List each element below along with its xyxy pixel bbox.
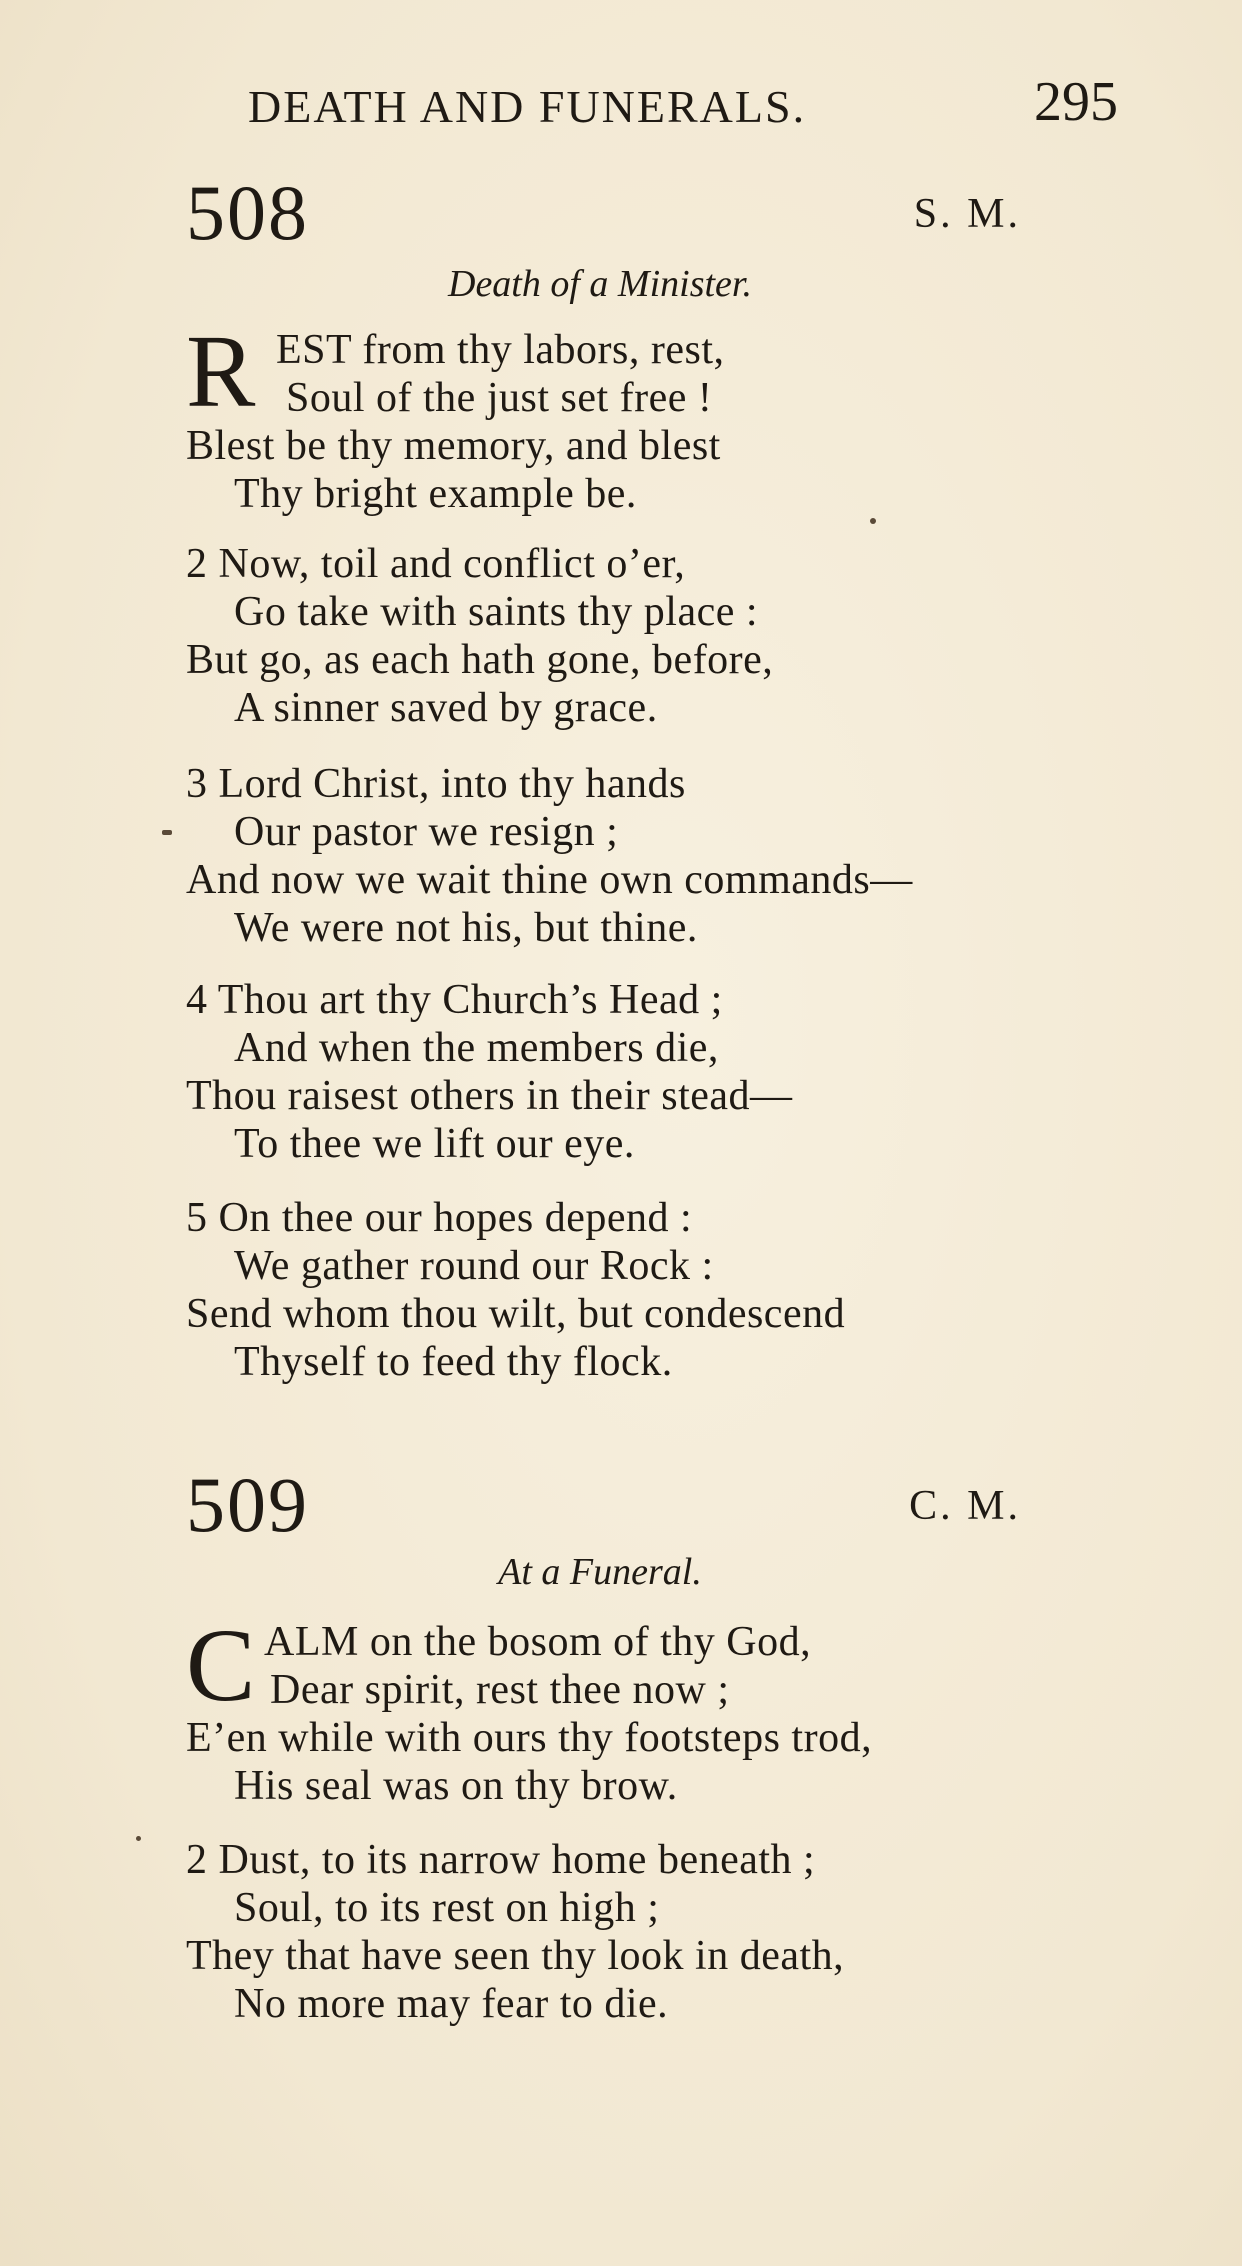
verse-line: 3 Lord Christ, into thy hands <box>186 761 686 807</box>
verse-line: His seal was on thy brow. <box>234 1763 678 1809</box>
verse-line: To thee we lift our eye. <box>234 1121 635 1167</box>
verse-line: Send whom thou wilt, but condescend <box>186 1291 846 1337</box>
verse-line: Dear spirit, rest thee now ; <box>270 1667 730 1713</box>
hymn-number: 508 <box>186 169 309 256</box>
verse-line: Go take with saints thy place : <box>234 589 759 635</box>
verse-line: We were not his, but thine. <box>234 905 698 951</box>
verse-line: Soul of the just set free ! <box>286 375 713 421</box>
verse-line: 2 Now, toil and conflict o’er, <box>186 541 686 587</box>
hymn-subtitle: At a Funeral. <box>498 1551 702 1593</box>
verse-line: 5 On thee our hopes depend : <box>186 1195 693 1241</box>
drop-cap: C <box>186 1608 256 1723</box>
drop-cap: R <box>186 314 256 429</box>
verse-line: E’en while with ours thy footsteps trod, <box>186 1715 873 1761</box>
verse-line: They that have seen thy look in death, <box>186 1933 845 1979</box>
verse-line: And when the members die, <box>234 1025 719 1071</box>
hymn-number: 509 <box>186 1461 309 1548</box>
verse-line: 4 Thou art thy Church’s Head ; <box>186 977 723 1023</box>
verse-line: And now we wait thine own commands— <box>186 857 913 903</box>
ink-speck <box>162 830 172 835</box>
verse-line: Thou raisest others in their stead— <box>186 1073 793 1119</box>
running-head <box>248 70 1118 140</box>
verse-line: Our pastor we resign ; <box>234 809 619 855</box>
hymn-508-header <box>186 168 1021 258</box>
hymn-meter: S. M. <box>913 191 1021 237</box>
verse-line: 2 Dust, to its narrow home beneath ; <box>186 1837 816 1883</box>
verse-line: Soul, to its rest on high ; <box>234 1885 660 1931</box>
hymn-subtitle: Death of a Minister. <box>448 263 752 305</box>
hymn-509-header <box>186 1460 1021 1550</box>
verse-line: ALM on the bosom of thy God, <box>264 1619 812 1665</box>
verse-line: Blest be thy memory, and blest <box>186 423 721 469</box>
verse-line: Thyself to feed thy flock. <box>234 1339 673 1385</box>
verse-line: A sinner saved by grace. <box>234 685 658 731</box>
running-title: DEATH AND FUNERALS. <box>248 81 807 132</box>
verse-line: We gather round our Rock : <box>234 1243 714 1289</box>
verse-line: But go, as each hath gone, before, <box>186 637 774 683</box>
page-number: 295 <box>1034 71 1118 133</box>
verse-line: Thy bright example be. <box>234 471 637 517</box>
verse-line: EST from thy labors, rest, <box>276 327 725 373</box>
verse-line: No more may fear to die. <box>234 1981 669 2027</box>
hymn-meter: C. M. <box>909 1483 1021 1529</box>
ink-speck <box>136 1836 141 1841</box>
ink-speck <box>870 518 876 524</box>
